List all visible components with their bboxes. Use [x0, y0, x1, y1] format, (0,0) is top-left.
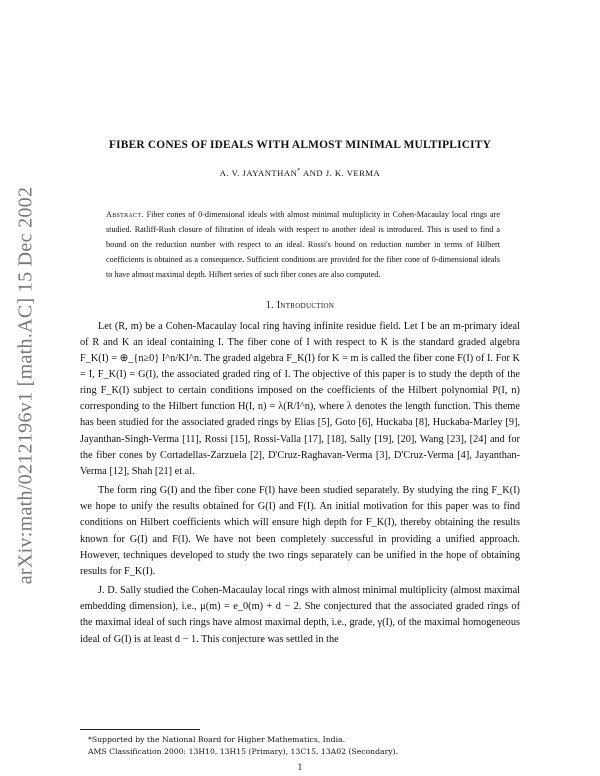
section-heading: [80, 300, 520, 311]
paragraph: J. D. Sally studied the Cohen-Macaulay local rings with almost minimal multiplicity (almost maximal embedding dimension), i.e., μ(m) = e_0(m) + d − 2. She conjectured that the associated graded rings of the maximal ideal of such rings have almost maximal depth, i.e., grade, γ(I), of the maximal homogeneous ideal of G(I) is at least d − 1. This conjecture was settled in the: [80, 585, 520, 645]
paragraph: The form ring G(I) and the fiber cone F(I) have been studied separately. By studying the ring F_K(I) we hope to unify the results obtained for G(I) and F(I). An initial motivation for this paper was to find conditions on Hilbert coefficients which will ensure high depth for F_K(I), thereby obtaining the results known for G(I) and F(I). We have not been completely successful in providing a unified approach. However, techniques developed to study the two rings separately can be unified in the hope of obtaining results for F_K(I).: [80, 485, 520, 577]
body-text: [80, 319, 520, 648]
author-line: [80, 168, 520, 178]
footnote-support: *Supported by the National Board for Higher Mathematics, India.: [88, 735, 346, 744]
author-footnote-marker: *: [297, 168, 301, 175]
footnote-ams-classification: AMS Classification 2000: 13H10, 13H15 (Primary), 13C15, 13A02 (Secondary).: [88, 747, 399, 756]
footnotes: [80, 735, 520, 758]
paper-page: [80, 0, 520, 648]
abstract-text: Fiber cones of 0-dimensional ideals with almost minimal multiplicity in Cohen-Macaulay local rings are studied. Ratliff-Rush closure of filtration of ideals with respect to another ideal is introduced. This is used to find a bound on the reduction number with respect to an ideal. Rossi's bound on reduction number in terms of Hilbert coefficients is obtained as a consequence. Sufficient conditions are provided for the fiber cone of 0-dimensional ideals to have almost maximal depth. Hilbert series of such fiber cones are also computed.: [106, 210, 501, 279]
paper-title: FIBER CONES OF IDEALS WITH ALMOST MINIMAL MULTIPLICITY: [108, 139, 492, 151]
section-number: 1.: [265, 299, 274, 311]
arxiv-side-stamp: [6, 150, 46, 620]
page-number: 1: [297, 763, 303, 772]
section-title: Introduction: [276, 299, 335, 311]
arxiv-identifier: arXiv:math/0212196v1 [math.AC] 15 Dec 2002: [14, 186, 37, 584]
author-first: A. V. JAYANTHAN: [219, 168, 298, 178]
footnote-rule: [80, 729, 200, 730]
abstract-label: Abstract.: [106, 210, 144, 219]
abstract: [106, 208, 500, 283]
paragraph: Let (R, m) be a Cohen-Macaulay local ring having infinite residue field. Let I be an m-primary ideal of R and K an ideal containing I. The fiber cone of I with respect to K is the standard graded algebra F_K(I) = ⊕_{n≥0} I^n/KI^n. The graded algebra F_K(I) for K = m is called the fiber cone F(I) of I. For K = I, F_K(I) = G(I), the associated graded ring of I. The objective of this paper is to study the depth of the ring F_K(I) subject to certain conditions imposed on the coefficients of the Hilbert polynomial P(I, n) corresponding to the Hilbert function H(I, n) = λ(R/I^n), where λ denotes the length function. This theme has been studied for the associated graded rings by Elias [5], Goto [6], Huckaba [8], Huckaba-Marley [9], Jayanthan-Singh-Verma [11], Rossi [15], Rossi-Valla [17], [18], Sally [19], [20], Wang [23], [24] and for the fiber cones by Cortadellas-Zarzuela [2], D'Cruz-Raghavan-Verma [3], D'Cruz-Verma [4], Jayanthan-Verma [12], Shah [21] et al.: [80, 320, 520, 477]
author-rest: AND J. K. VERMA: [300, 168, 381, 178]
